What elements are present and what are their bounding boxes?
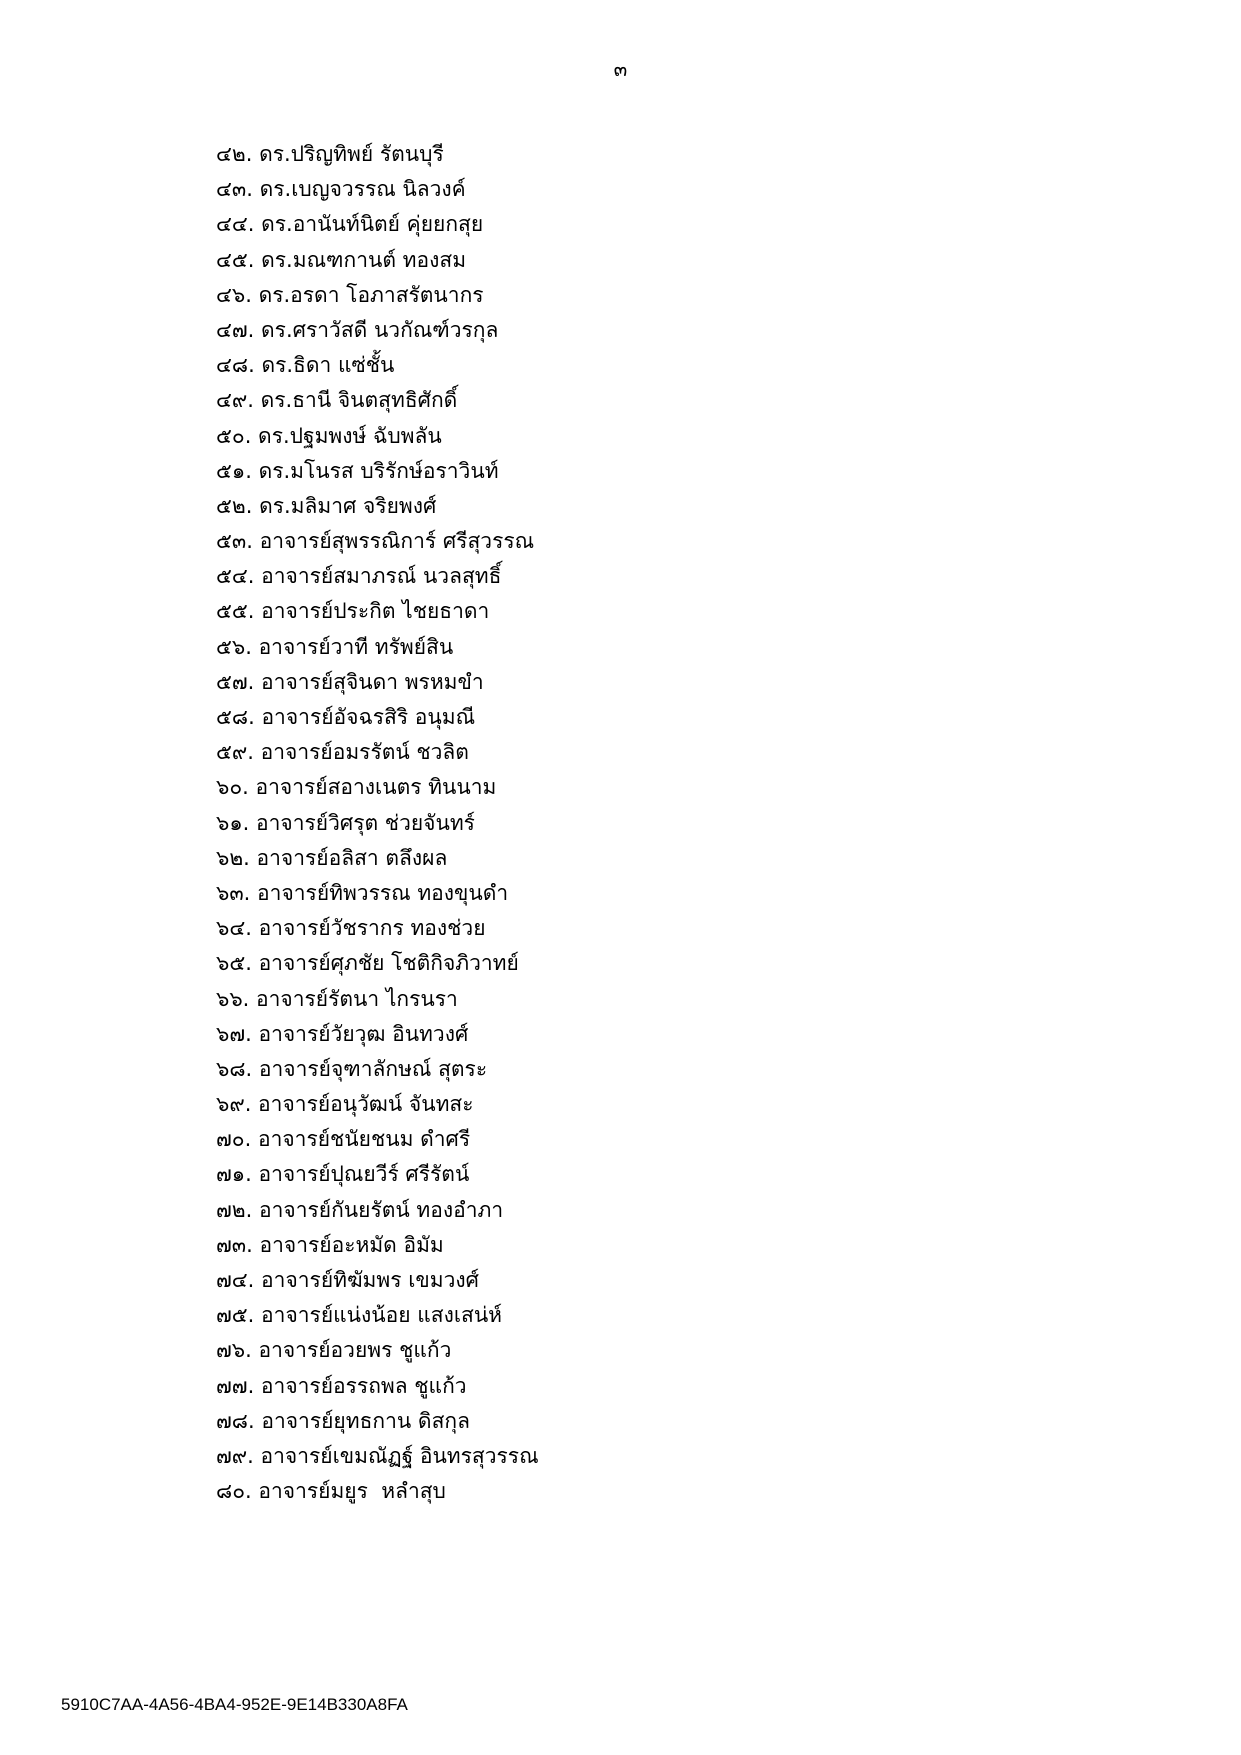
list-item: ๖๓. อาจารย์ทิพวรรณ ทองขุนดำ [216,880,509,905]
list-item: ๔๕. ดร.มณฑกานต์ ทองสม [216,247,467,272]
list-item: ๗๖. อาจารย์อวยพร ชูแก้ว [216,1338,452,1363]
list-item: ๖๙. อาจารย์อนุวัฒน์ จันทสะ [216,1092,474,1117]
list-item: ๖๖. อาจารย์รัตนา ไกรนรา [216,986,458,1011]
list-item: ๖๐. อาจารย์สอางเนตร ทินนาม [216,775,497,800]
list-item: ๕๘. อาจารย์อัจฉรสิริ อนุมณี [216,705,476,729]
list-item: ๗๑. อาจารย์ปุณยวีร์ ศรีรัตน์ [216,1162,470,1187]
list-item: ๕๗. อาจารย์สุจินดา พรหมขำ [216,669,484,694]
list-item: ๕๔. อาจารย์สมาภรณ์ นวลสุทธิ์ [216,564,502,589]
list-item: ๖๘. อาจารย์จุฑาลักษณ์ สุตระ [216,1056,488,1081]
list-item: ๔๙. ดร.ธานี จินตสุทธิศักดิ์ [216,388,458,413]
list-item: ๔๗. ดร.ศราวัสดี นวกัณฑ์วรกุล [216,317,499,342]
list-item: ๕๕. อาจารย์ประกิต ไชยธาดา [216,599,490,624]
list-item: ๗๕. อาจารย์แน่งน้อย แสงเสน่ห์ [216,1303,503,1328]
list-item: ๗๓. อาจารย์อะหมัด อิมัม [216,1232,444,1257]
list-item: ๕๓. อาจารย์สุพรรณิการ์ ศรีสุวรรณ [216,529,535,554]
list-item: ๗๘. อาจารย์ยุทธกาน ดิสกุล [216,1408,470,1433]
list-item: ๖๗. อาจารย์วัยวุฒ อินทวงศ์ [216,1021,469,1046]
list-item: ๘๐. อาจารย์มยูร หลำสุบ [216,1479,446,1504]
list-item: ๗๐. อาจารย์ชนัยชนม ดำศรี [216,1127,471,1152]
list-item: ๗๔. อาจารย์ทิฆัมพร เขมวงศ์ [216,1268,479,1292]
list-item: ๔๓. ดร.เบญจวรรณ นิลวงค์ [216,177,466,202]
list-item: ๖๕. อาจารย์ศุภชัย โชติกิจภิวาทย์ [216,951,519,976]
list-item: ๔๒. ดร.ปริญทิพย์ รัตนบุรี [216,142,444,166]
list-item: ๕๙. อาจารย์อมรรัตน์ ชวลิต [216,740,469,765]
list-item: ๕๖. อาจารย์วาที ทรัพย์สิน [216,634,454,659]
list-item: ๔๔. ดร.อานันท์นิตย์ คุ่ยยกสุย [216,212,484,237]
list-item: ๗๗. อาจารย์อรรถพล ชูแก้ว [216,1373,467,1398]
list-item: ๖๑. อาจารย์วิศรุต ช่วยจันทร์ [216,810,475,835]
page-number: ๓ [613,57,628,81]
name-list [216,137,539,1509]
list-item: ๖๒. อาจารย์อลิสา ตลึงผล [216,845,448,870]
list-item: ๗๒. อาจารย์กันยรัตน์ ทองอำภา [216,1197,504,1222]
list-item: ๔๘. ดร.ธิดา แซ่ชั้น [216,353,395,378]
document-id: 5910C7AA-4A56-4BA4-952E-9E14B330A8FA [61,1695,408,1714]
list-item: ๗๙. อาจารย์เขมณัฏฐ์ อินทรสุวรรณ [216,1443,539,1468]
list-item: ๕๑. ดร.มโนรส บริรักษ์อราวินท์ [216,458,499,483]
list-item: ๔๖. ดร.อรดา โอภาสรัตนากร [216,282,484,307]
list-item: ๕๒. ดร.มลิมาศ จริยพงศ์ [216,493,437,518]
list-item: ๖๔. อาจารย์วัชรากร ทองช่วย [216,916,486,941]
list-item: ๕๐. ดร.ปฐมพงษ์ ฉับพลัน [216,423,442,448]
